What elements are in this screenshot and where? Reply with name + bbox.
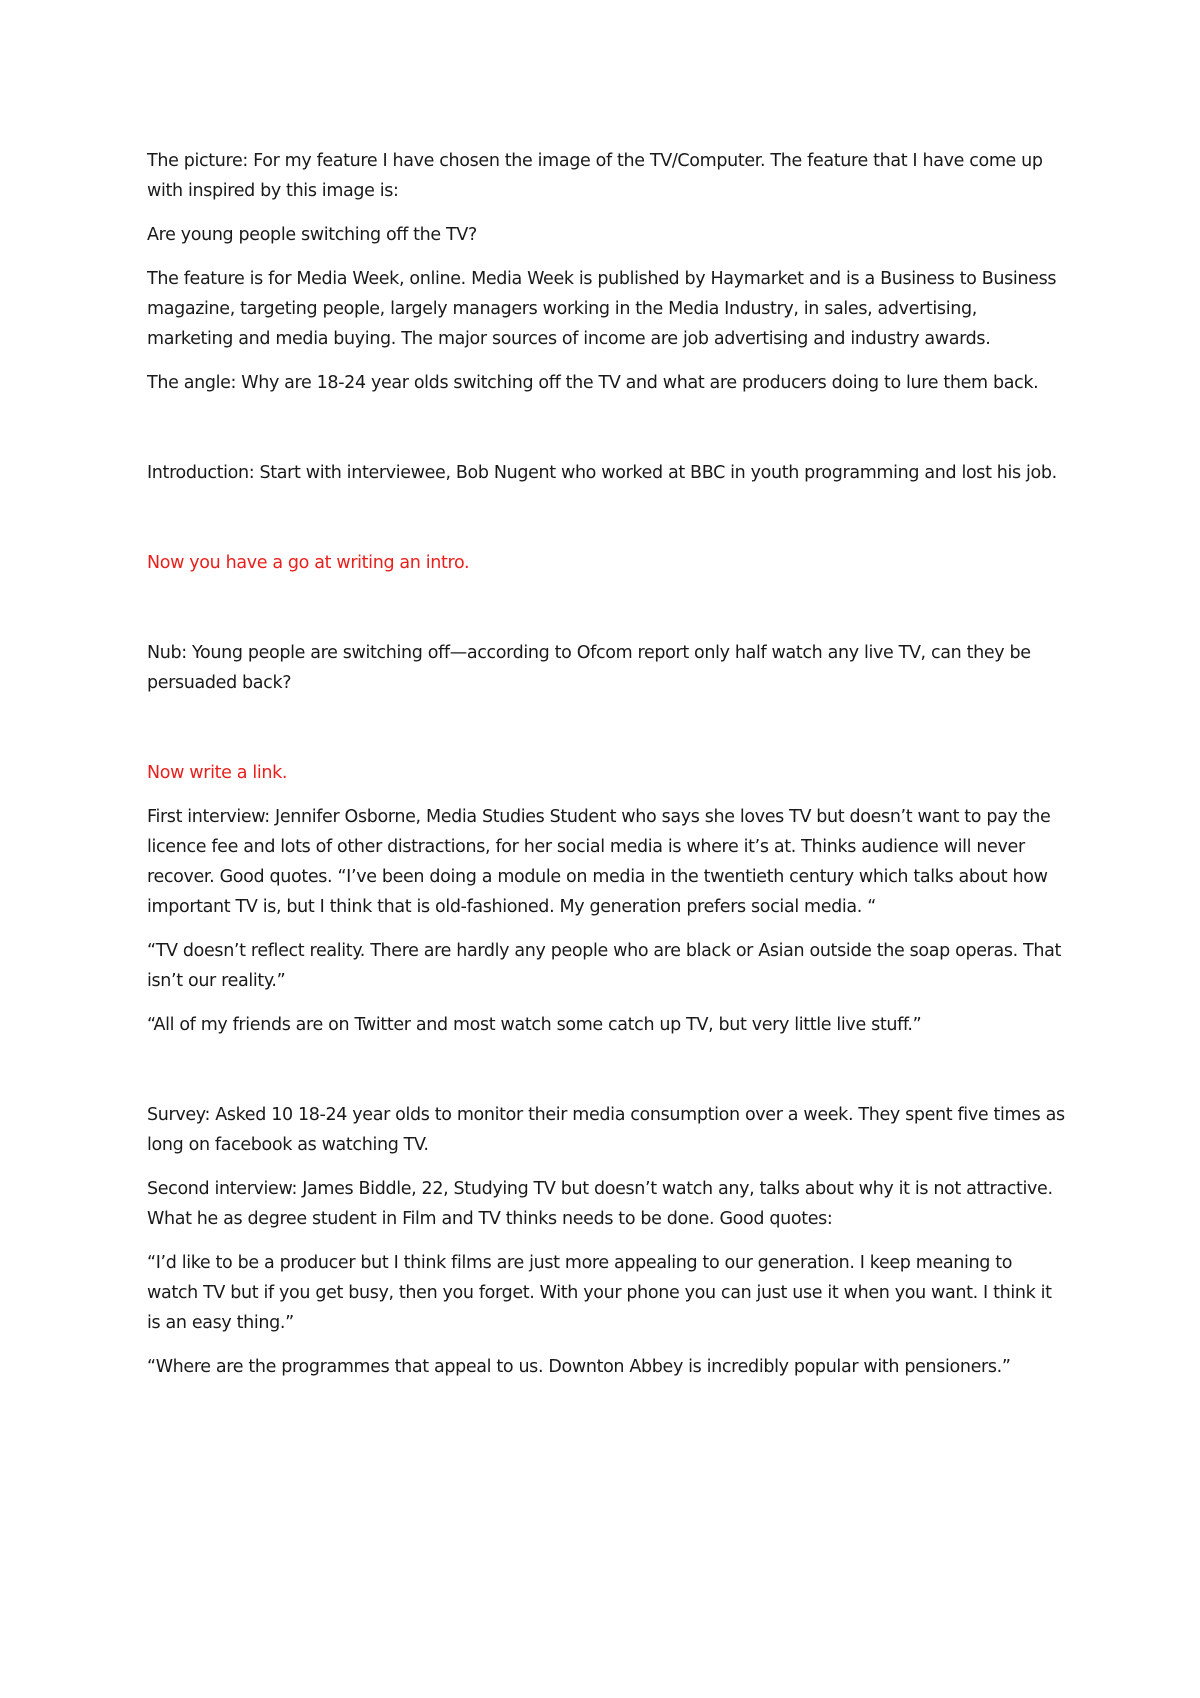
- link-instruction: Now write a link.: [147, 763, 288, 783]
- picture-paragraph: The picture: For my feature I have chosen the image of the TV/Computer. The feature that I have come up with inspired by this image is:: [147, 151, 1043, 201]
- document-body: [147, 146, 1067, 1382]
- angle-paragraph: The angle: Why are 18-24 year olds switching off the TV and what are producers doing to lure them back.: [147, 373, 1039, 393]
- quote-producer: “I’d like to be a producer but I think films are just more appealing to our generation. I keep meaning to watch TV but if you get busy, then you forget. With your phone you can just use it when you want. I think it is an easy thing.”: [147, 1253, 1052, 1333]
- quote-programmes: “Where are the programmes that appeal to us. Downton Abbey is incredibly popular with pensioners.”: [147, 1357, 1011, 1377]
- quote-tv-reality: “TV doesn’t reflect reality. There are hardly any people who are black or Asian outside the soap operas. That isn’t our reality.”: [147, 941, 1061, 991]
- publication-paragraph: The feature is for Media Week, online. Media Week is published by Haymarket and is a Business to Business magazine, targeting people, largely managers working in the Media Industry, in sales, advertising, marketing and media buying. The major sources of income are job advertising and industry awards.: [147, 269, 1057, 349]
- quote-friends-twitter: “All of my friends are on Twitter and most watch some catch up TV, but very little live stuff.”: [147, 1015, 922, 1035]
- second-interview-paragraph: Second interview: James Biddle, 22, Studying TV but doesn’t watch any, talks about why it is not attractive. What he as degree student in Film and TV thinks needs to be done. Good quotes:: [147, 1179, 1053, 1229]
- survey-paragraph: Survey: Asked 10 18-24 year olds to monitor their media consumption over a week. They spent five times as long on facebook as watching TV.: [147, 1105, 1065, 1155]
- introduction-paragraph: Introduction: Start with interviewee, Bob Nugent who worked at BBC in youth programming and lost his job.: [147, 463, 1057, 483]
- first-interview-paragraph: First interview: Jennifer Osborne, Media Studies Student who says she loves TV but doesn’t want to pay the licence fee and lots of other distractions, for her social media is where it’s at. Thinks audience will never recover. Good quotes. “I’ve been doing a module on media in the twentieth century which talks about how important TV is, but I think that is old-fashioned. My generation prefers social media. “: [147, 807, 1051, 917]
- intro-instruction: Now you have a go at writing an intro.: [147, 553, 470, 573]
- nub-paragraph: Nub: Young people are switching off—according to Ofcom report only half watch any live TV, can they be persuaded back?: [147, 643, 1031, 693]
- headline-question: Are young people switching off the TV?: [147, 225, 477, 245]
